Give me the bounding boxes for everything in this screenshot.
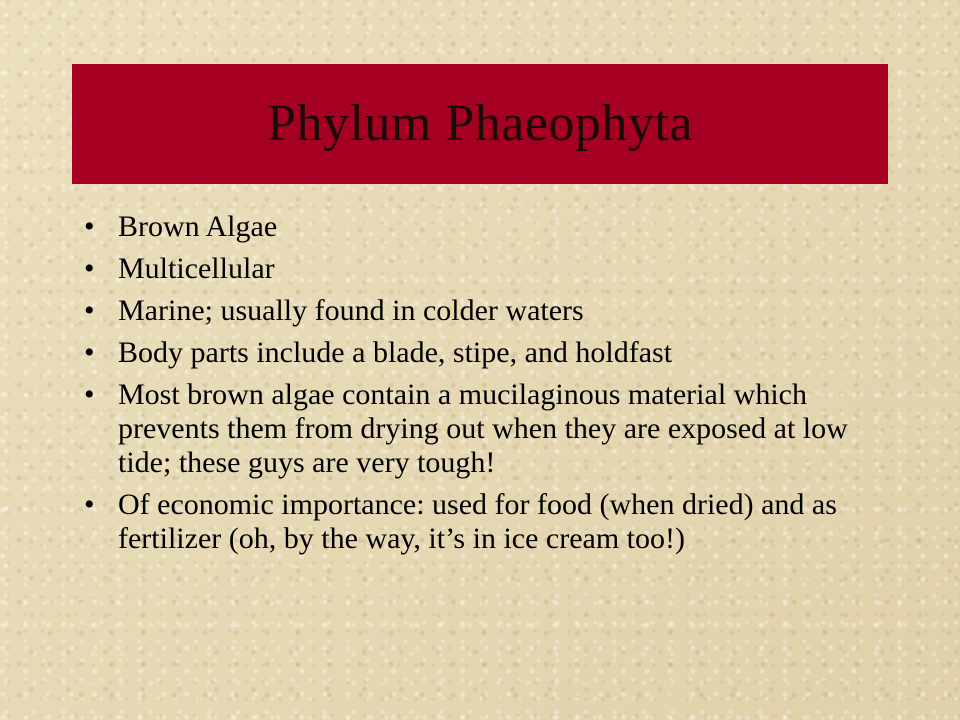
bullet-dot-icon: • (84, 252, 95, 285)
bullet-dot-icon: • (84, 488, 95, 521)
bullet-dot-icon: • (84, 378, 95, 411)
bullet-text: Marine; usually found in colder waters (118, 294, 584, 327)
bullet-item (80, 336, 880, 370)
slide-title: Phylum Phaeophyta (267, 95, 693, 152)
bullet-item (80, 210, 880, 244)
bullet-dot-icon: • (84, 294, 95, 327)
bullet-text: Multicellular (118, 252, 275, 285)
bullet-dot-icon: • (84, 336, 95, 369)
bullet-text: Body parts include a blade, stipe, and holdfast (118, 336, 673, 369)
bullet-text: Of economic importance: used for food (when dried) and as fertilizer (oh, by the way, it’s in ice cream too!) (118, 488, 837, 555)
bullet-dot-icon: • (84, 210, 95, 243)
bullet-item (80, 488, 880, 556)
bullet-text: Brown Algae (118, 210, 278, 243)
bullet-item (80, 378, 880, 480)
bullet-item (80, 294, 880, 328)
bullet-text: Most brown algae contain a mucilaginous material which prevents them from drying out when they are exposed at low tide; these guys are very tough! (118, 378, 848, 479)
bullet-list (80, 210, 880, 564)
title-bar (72, 64, 888, 184)
bullet-item (80, 252, 880, 286)
